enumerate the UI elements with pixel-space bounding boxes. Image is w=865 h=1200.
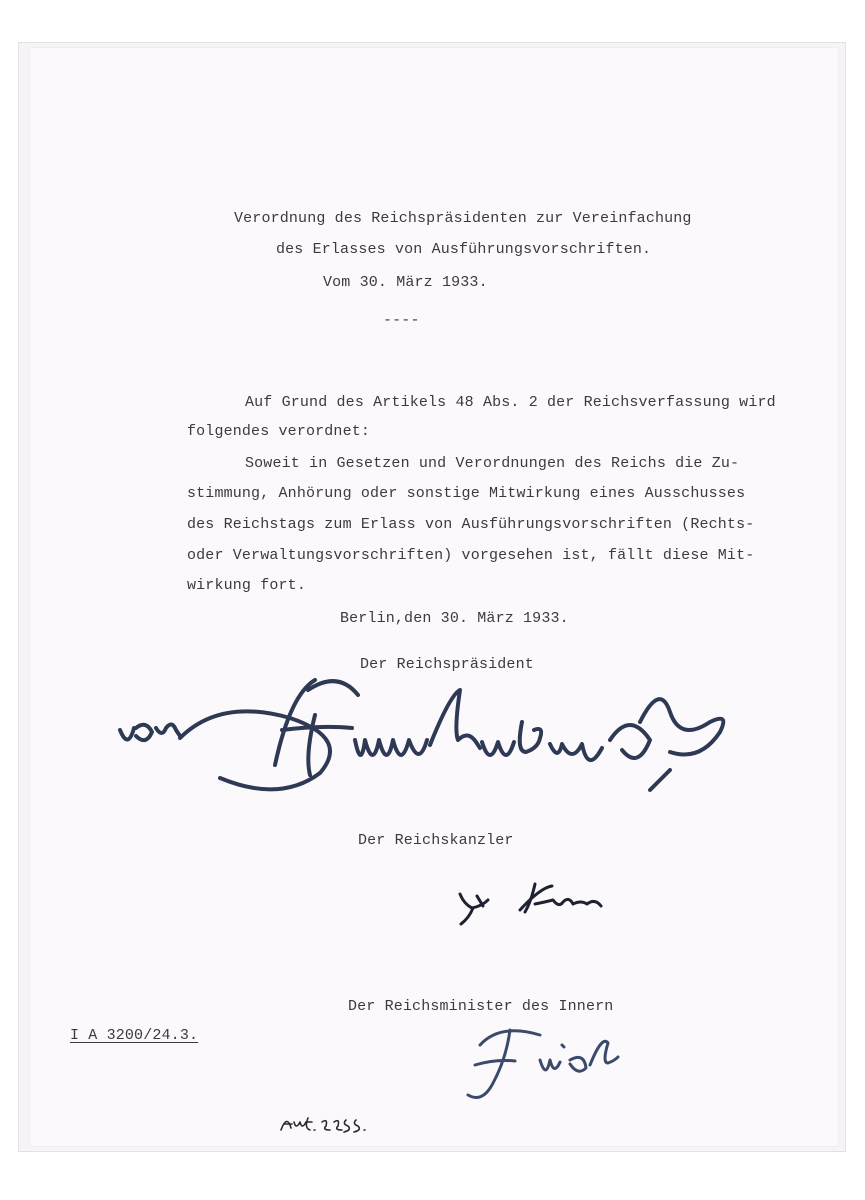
hitler-signature — [455, 880, 635, 930]
body-line-2: folgendes verordnet: — [187, 423, 371, 440]
role-reichsminister-innern: Der Reichsminister des Innern — [348, 998, 614, 1015]
title-line-2: des Erlasses von Ausführungsvorschriften. — [276, 241, 652, 258]
title-separator: ---- — [383, 312, 420, 329]
frick-signature — [440, 1015, 620, 1110]
role-reichspraesident: Der Reichspräsident — [360, 656, 534, 673]
role-reichskanzler: Der Reichskanzler — [358, 832, 514, 849]
hindenburg-signature — [110, 670, 750, 815]
handwritten-note — [278, 1108, 368, 1138]
body-line-3: Soweit in Gesetzen und Verordnungen des Reichs die Zu- — [245, 455, 740, 472]
title-date: Vom 30. März 1933. — [323, 274, 488, 291]
body-line-7: wirkung fort. — [187, 577, 306, 594]
body-line-4: stimmung, Anhörung oder sonstige Mitwirkung eines Ausschusses — [187, 485, 746, 502]
place-and-date: Berlin,den 30. März 1933. — [340, 610, 569, 627]
body-line-1: Auf Grund des Artikels 48 Abs. 2 der Reichsverfassung wird — [245, 394, 776, 411]
body-line-6: oder Verwaltungsvorschriften) vorgesehen ist, fällt diese Mit- — [187, 547, 755, 564]
body-line-5: des Reichstags zum Erlass von Ausführungsvorschriften (Rechts- — [187, 516, 755, 533]
file-reference: I A 3200/24.3. — [70, 1027, 199, 1044]
title-line-1: Verordnung des Reichspräsidenten zur Vereinfachung — [234, 210, 692, 227]
